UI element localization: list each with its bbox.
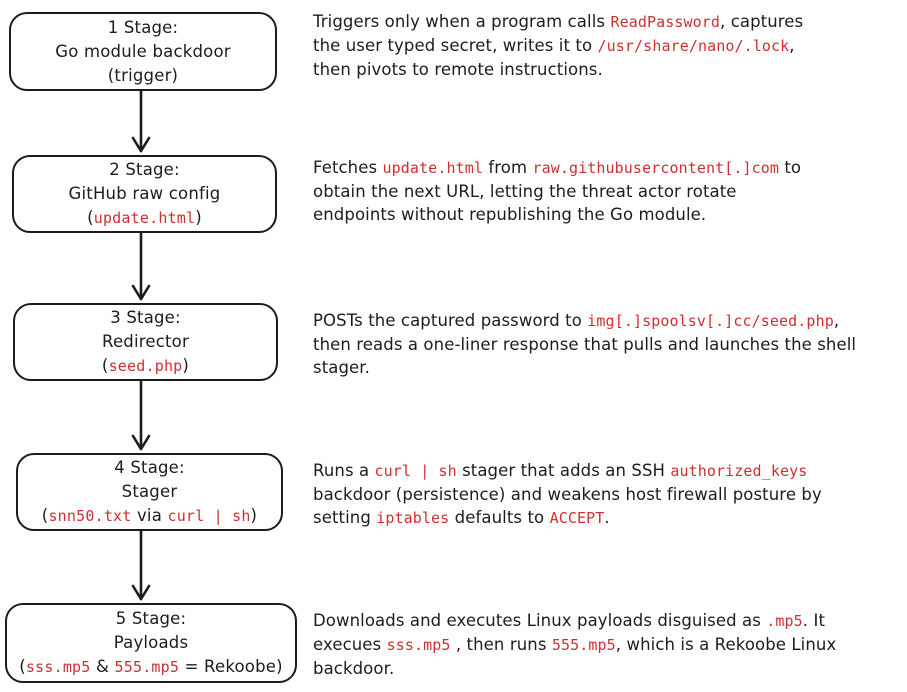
stage-description-1: Triggers only when a program calls ReadPassword, captures the user typed secret, writes it to /usr/share/nano/.lock, then pivots to remote instructions. [313,12,804,79]
stage-box-4: 4 Stage: Stager (snn50.txt via curl | sh) [16,453,283,531]
stage-description-4: Runs a curl | sh stager that adds an SSH authorized_keys backdoor (persistence) and weakens host firewall posture by setting iptables defaults to ACCEPT. [313,461,822,527]
stage-description-5: Downloads and executes Linux payloads disguised as .mp5. It execues sss.mp5 , then runs 555.mp5, which is a Rekoobe Linux backdoor. [313,611,837,678]
stage-box-3: 3 Stage: Redirector (seed.php) [13,303,278,381]
stage-description-2: Fetches update.html from raw.githubusercontent[.]com to obtain the next URL, letting the threat actor rotate endpoints without republishing the Go module. [313,158,802,224]
flow-arrow-1 [129,91,153,153]
stage-box-1: 1 Stage: Go module backdoor (trigger) [9,12,277,91]
flow-arrow-2 [129,233,153,301]
stage-description-3: POSTs the captured password to img[.]spoolsv[.]cc/seed.php, then reads a one-liner response that pulls and launches the shell stager. [313,311,857,377]
stage-box-2: 2 Stage: GitHub raw config (update.html) [12,155,277,233]
stage-box-5: 5 Stage: Payloads (sss.mp5 & 555.mp5 = Rekoobe) [5,603,297,683]
flow-arrow-4 [129,531,153,601]
flow-arrow-3 [129,381,153,451]
